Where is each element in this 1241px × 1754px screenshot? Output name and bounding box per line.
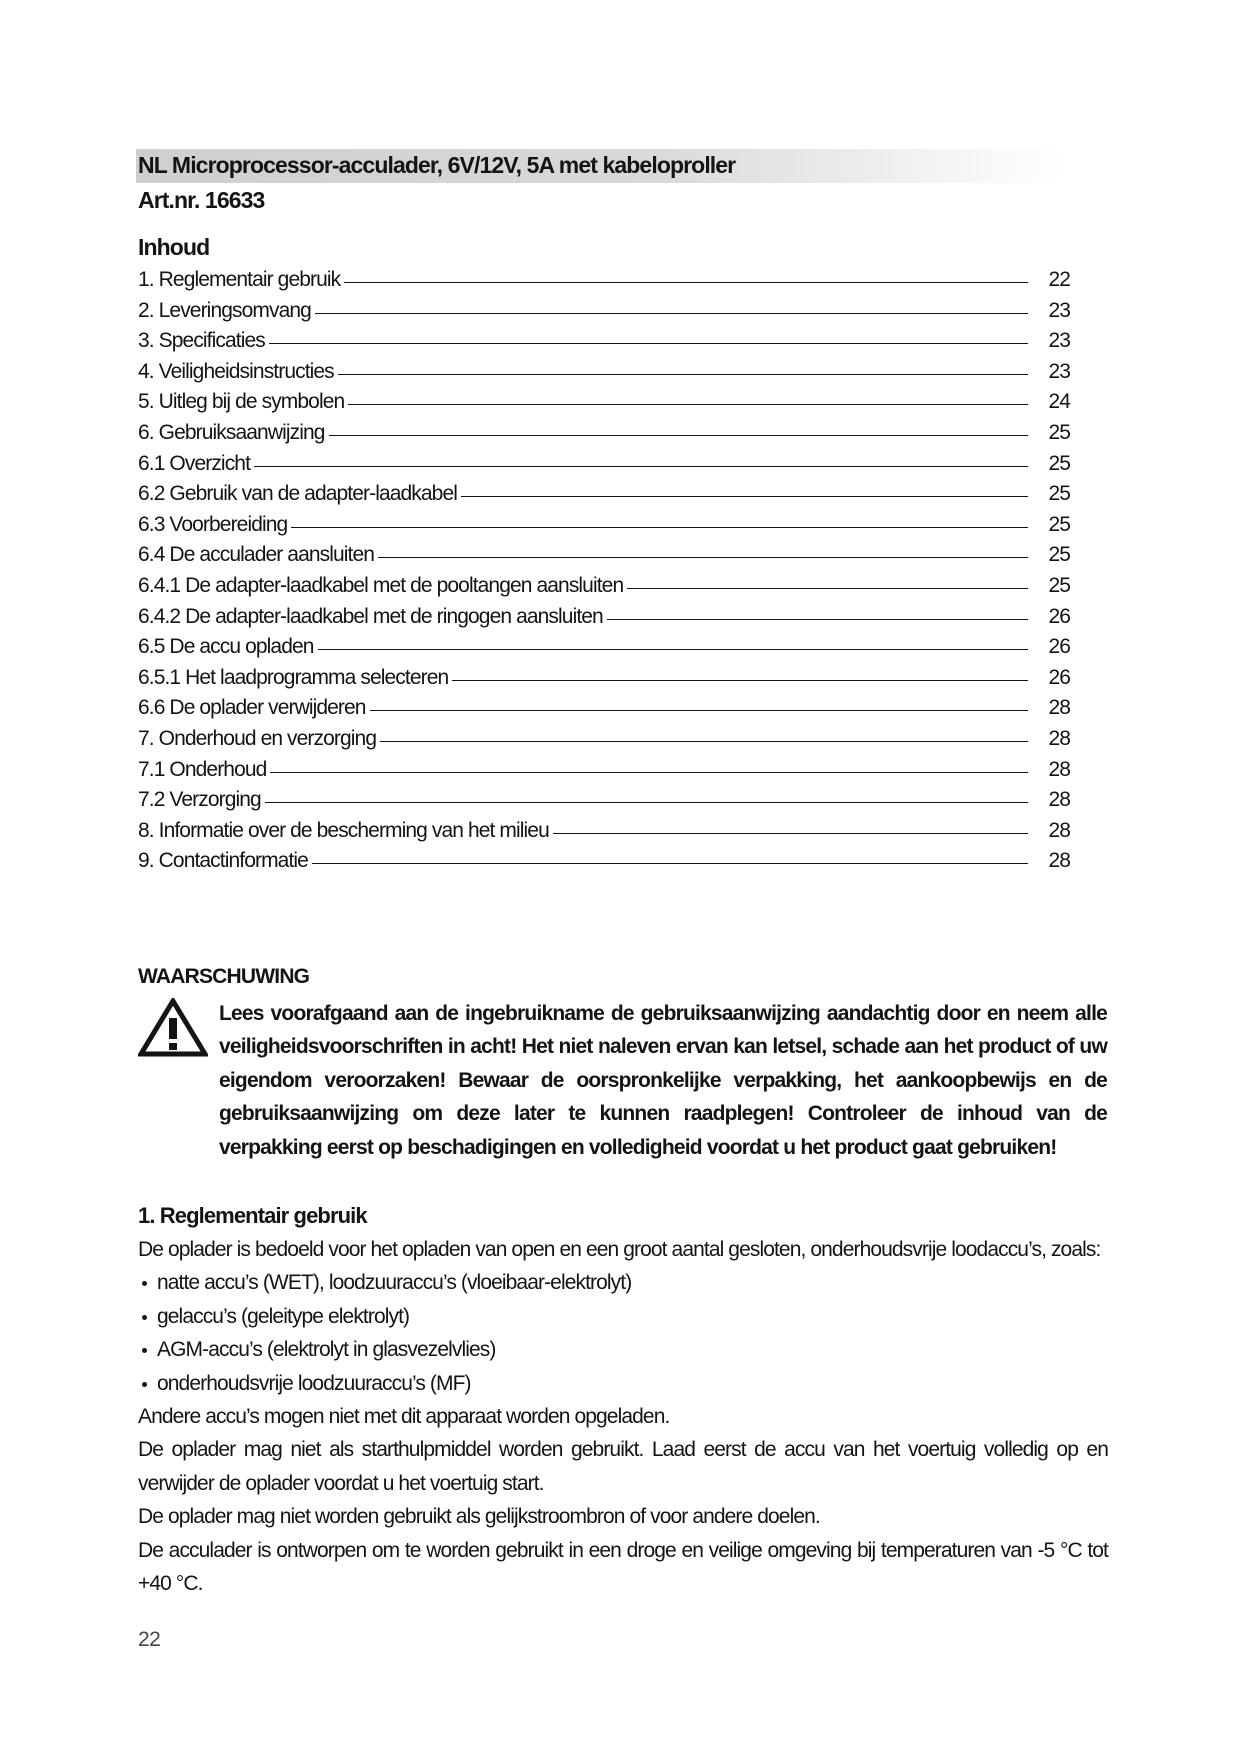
toc-entry-page: 28	[1048, 726, 1070, 750]
toc-entry-page: 25	[1048, 543, 1070, 567]
toc-entry	[138, 571, 1070, 602]
toc-entry	[138, 632, 1070, 663]
toc-entry-page: 23	[1048, 298, 1070, 322]
toc-leader-line	[315, 313, 1028, 314]
toc-entry	[138, 602, 1070, 633]
accu-type-list	[138, 1266, 1108, 1400]
toc-entry	[138, 326, 1070, 357]
toc-entry-label: 7.1 Onderhoud	[138, 757, 267, 781]
list-item: onderhoudsvrije loodzuuraccu’s (MF)	[138, 1367, 1108, 1400]
toc-entry-label: 6.4.2 De adapter-laadkabel met de ringogen aansluiten	[138, 604, 603, 628]
list-item: AGM-accu’s (elektrolyt in glasvezelvlies)	[138, 1333, 1108, 1366]
warning-text: Lees voorafgaand aan de ingebruikname de gebruiksaanwijzing aandachtig door en neem alle veiligheidsvoorschriften in acht! Het niet naleven ervan kan letsel, schade aan het product of uw eigendom veroorzaken! Bewaar de oorspronkelijke verpakking, het aankoopbewijs en de gebruiksaanwijzing om deze later te kunnen raadplegen! Controleer de inhoud van de verpakking eerst op beschadigingen en volledigheid voordat u het product gaat gebruiken!	[219, 1002, 1107, 1159]
toc-entry-label: 7.2 Verzorging	[138, 788, 261, 812]
toc-entry-label: 1. Reglementair gebruik	[138, 268, 341, 291]
toc-entry-page: 22	[1048, 268, 1070, 291]
list-item: gelaccu’s (geleitype elektrolyt)	[138, 1300, 1108, 1333]
toc-entry-page: 28	[1048, 849, 1070, 873]
toc-leader-line	[553, 833, 1028, 834]
toc-entry-label: 7. Onderhoud en verzorging	[138, 726, 377, 750]
toc-entry-label: 6.2 Gebruik van de adapter-laadkabel	[138, 482, 458, 506]
toc-leader-line	[380, 741, 1028, 742]
toc-entry-page: 25	[1048, 573, 1070, 597]
paragraph: De oplader mag niet als starthulpmiddel worden gebruikt. Laad eerst de accu van het voertuig volledig op en verwijder de oplader voordat u het voertuig start.	[138, 1438, 1108, 1495]
toc-leader-line	[607, 619, 1028, 620]
toc-entry-label: 9. Contactinformatie	[138, 849, 308, 873]
toc-entry	[138, 479, 1070, 510]
toc-leader-line	[270, 772, 1028, 773]
toc-entry-page: 25	[1048, 482, 1070, 506]
toc-entry-label: 6.5.1 Het laadprogramma selecteren	[138, 665, 449, 689]
toc-entry-label: 6.4.1 De adapter-laadkabel met de pooltangen aansluiten	[138, 573, 624, 597]
page-number: 22	[138, 1628, 161, 1651]
toc-entry	[138, 449, 1070, 480]
toc-entry-label: 8. Informatie over de bescherming van het milieu	[138, 818, 549, 842]
section-heading: 1. Reglementair gebruik	[138, 1203, 367, 1228]
toc-entry-page: 26	[1048, 665, 1070, 689]
toc-entry	[138, 724, 1070, 755]
toc-entry-label: 6.1 Overzicht	[138, 451, 251, 475]
toc-entry-page: 25	[1048, 420, 1070, 444]
toc-entry-label: 6.3 Voorbereiding	[138, 512, 288, 536]
toc-leader-line	[312, 863, 1028, 864]
toc-entry-label: 5. Uitleg bij de symbolen	[138, 390, 345, 414]
paragraph: De acculader is ontworpen om te worden gebruikt in een droge en veilige omgeving bij temperaturen van -5 °C tot +40 °C.	[138, 1538, 1108, 1596]
document-title: NL Microprocessor-acculader, 6V/12V, 5A met kabeloproller	[138, 152, 736, 178]
toc-entry	[138, 265, 1070, 296]
toc-entry-label: 4. Veiligheidsinstructies	[138, 359, 334, 383]
toc-entry	[138, 816, 1070, 847]
paragraph: De oplader mag niet worden gebruikt als gelijkstroombron of voor andere doelen.	[138, 1505, 820, 1529]
toc-entry	[138, 785, 1070, 816]
toc-entry	[138, 357, 1070, 388]
toc-entry	[138, 418, 1070, 449]
toc-leader-line	[461, 496, 1028, 497]
toc-leader-line	[370, 710, 1028, 711]
toc-entry	[138, 755, 1070, 786]
toc-entry-page: 28	[1048, 788, 1070, 812]
toc-entry-page: 28	[1048, 696, 1070, 720]
toc-entry-label: 6.6 De oplader verwijderen	[138, 696, 366, 720]
toc-leader-line	[318, 649, 1028, 650]
toc-entry-page: 26	[1048, 604, 1070, 628]
toc-leader-line	[329, 435, 1028, 436]
toc-leader-line	[344, 282, 1028, 283]
toc-leader-line	[627, 588, 1028, 589]
table-of-contents	[138, 265, 1070, 877]
toc-entry-page: 25	[1048, 451, 1070, 475]
toc-leader-line	[378, 557, 1028, 558]
toc-leader-line	[254, 466, 1028, 467]
toc-entry-page: 28	[1048, 818, 1070, 842]
toc-entry	[138, 846, 1070, 877]
paragraph: Andere accu’s mogen niet met dit apparaat worden opgeladen.	[138, 1405, 670, 1429]
toc-entry	[138, 693, 1070, 724]
toc-entry-page: 23	[1048, 329, 1070, 353]
list-item: natte accu’s (WET), loodzuuraccu’s (vloeibaar-elektrolyt)	[138, 1266, 1108, 1299]
toc-entry-page: 28	[1048, 757, 1070, 781]
toc-entry	[138, 663, 1070, 694]
toc-leader-line	[452, 680, 1028, 681]
article-number: Art.nr. 16633	[138, 187, 265, 213]
toc-entry	[138, 296, 1070, 327]
toc-entry	[138, 510, 1070, 541]
toc-entry-label: 3. Specificaties	[138, 329, 265, 353]
toc-leader-line	[291, 527, 1028, 528]
toc-entry	[138, 540, 1070, 571]
toc-entry	[138, 387, 1070, 418]
toc-entry-page: 25	[1048, 512, 1070, 536]
toc-entry-label: 6. Gebruiksaanwijzing	[138, 420, 325, 444]
warning-heading: WAARSCHUWING	[138, 965, 310, 988]
toc-entry-page: 24	[1048, 390, 1070, 414]
toc-entry-label: 6.4 De acculader aansluiten	[138, 543, 375, 567]
toc-leader-line	[265, 802, 1028, 803]
toc-heading: Inhoud	[138, 234, 210, 260]
section-body	[138, 1233, 1108, 1600]
toc-entry-label: 6.5 De accu opladen	[138, 635, 314, 659]
toc-entry-page: 23	[1048, 359, 1070, 383]
warning-triangle-icon	[138, 998, 208, 1058]
toc-entry-label: 2. Leveringsomvang	[138, 298, 311, 322]
section-intro: De oplader is bedoeld voor het opladen van open en een groot aantal gesloten, onderhoudsvrije loodaccu’s, zoals:	[138, 1238, 1101, 1261]
toc-leader-line	[348, 404, 1028, 405]
toc-leader-line	[269, 343, 1028, 344]
toc-entry-page: 26	[1048, 635, 1070, 659]
toc-leader-line	[338, 374, 1028, 375]
